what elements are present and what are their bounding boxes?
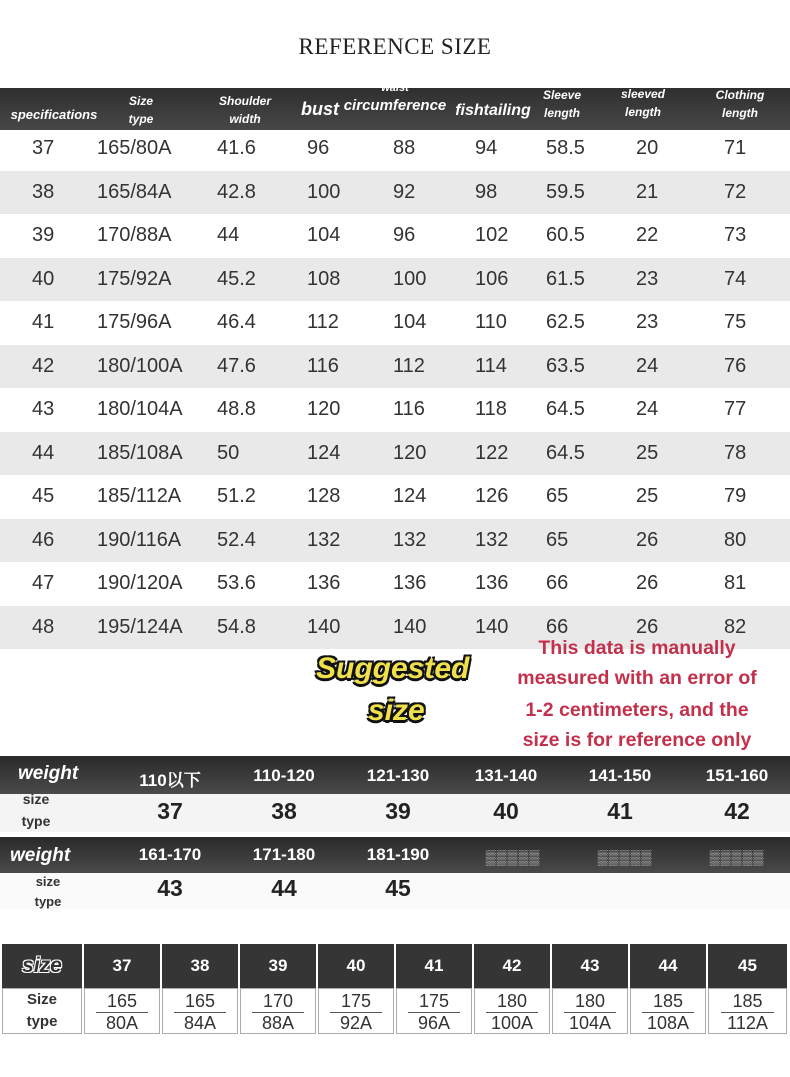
note-line-3: 1-2 centimeters, and the	[525, 699, 749, 721]
cell-clothing: 77	[724, 398, 747, 420]
cell-bust: 132	[307, 528, 341, 551]
bottom-size-type	[474, 988, 550, 1034]
cell-fishtailing: 110	[475, 311, 507, 333]
cell-bust: 112	[307, 311, 339, 333]
weight-label: weight	[18, 763, 79, 784]
cell-waist: 96	[393, 224, 416, 246]
height-value: 185	[721, 991, 775, 1013]
cell-size-type: 175/92A	[97, 267, 172, 290]
size-row-2	[0, 873, 790, 909]
weight-range: 181-190	[366, 845, 430, 864]
suggested-size-value: 38	[271, 798, 297, 824]
weight-label-2: weight	[10, 845, 71, 866]
table-row	[0, 562, 790, 606]
cell-short-sleeved: 25	[636, 441, 659, 464]
cell-shoulder: 45.2	[217, 267, 256, 290]
cell-fishtailing: 98	[475, 180, 498, 203]
table-row	[0, 388, 790, 432]
header-shoulder: Shoulder width	[218, 94, 271, 126]
cell-waist: 124	[393, 485, 427, 507]
weight-range: 141-150	[588, 766, 652, 785]
suggested-size-value: 45	[385, 875, 411, 901]
bottom-size-header: 38	[162, 944, 238, 988]
cell-size-type: 175/96A	[97, 311, 172, 333]
cell-fishtailing: 140	[475, 615, 509, 638]
bottom-size-type	[708, 988, 787, 1034]
weight-range: 110以下	[139, 771, 201, 790]
cell-fishtailing: 102	[475, 224, 509, 246]
header-waist: waist circumference	[343, 82, 447, 114]
cell-size-type: 190/120A	[97, 572, 183, 594]
table-row	[0, 258, 790, 302]
cell-fishtailing: 136	[475, 572, 509, 594]
bottom-size-header: 39	[240, 944, 316, 988]
cell-short-sleeved: 20	[636, 137, 659, 159]
chest-value: 104A	[568, 1013, 612, 1033]
bottom-size-header: 41	[396, 944, 472, 988]
weight-range: 121-130	[366, 766, 430, 785]
suggested-size-value: 37	[157, 798, 183, 824]
table-row	[0, 171, 790, 215]
cell-shoulder: 47.6	[217, 354, 256, 377]
cell-shoulder: 41.6	[217, 137, 256, 159]
suggested-size-value: 43	[157, 875, 183, 901]
table-header	[0, 70, 790, 130]
cell-waist: 112	[393, 354, 425, 377]
bottom-size-type	[84, 988, 160, 1034]
cell-short-sleeved: 23	[636, 267, 659, 290]
cell-short-sleeved: 23	[636, 311, 659, 333]
bottom-size-label: size	[2, 944, 82, 988]
cell-size-type: 165/84A	[97, 180, 172, 203]
cell-fishtailing: 114	[475, 354, 507, 377]
cell-bust: 104	[307, 224, 341, 246]
bottom-size-header: 45	[708, 944, 787, 988]
cell-bust: 108	[307, 267, 341, 290]
cell-clothing: 71	[724, 137, 747, 159]
height-value: 165	[174, 991, 226, 1013]
cell-shoulder: 46.4	[217, 311, 256, 333]
cell-shoulder: 44	[217, 224, 240, 246]
weight-band-2	[0, 837, 790, 873]
blurred-cell: ▒▒▒▒▒	[709, 849, 765, 865]
header-sleeve: Sleeve length	[542, 88, 582, 120]
size-type-label-2: size type	[34, 874, 62, 909]
bottom-size-header: 42	[474, 944, 550, 988]
height-value: 180	[564, 991, 616, 1013]
bottom-size-type	[552, 988, 628, 1034]
suggested-size-value: 39	[385, 798, 411, 824]
cell-size-type: 185/112A	[97, 485, 182, 507]
cell-clothing: 82	[724, 615, 747, 638]
suggested-size-value: 44	[271, 875, 297, 901]
bottom-size-type	[396, 988, 472, 1034]
cell-waist: 120	[393, 441, 427, 464]
cell-bust: 100	[307, 180, 341, 203]
cell-size-type: 170/88A	[97, 224, 172, 246]
suggested-size-value: 41	[607, 798, 633, 824]
cell-short-sleeved: 26	[636, 615, 659, 638]
table-row	[0, 519, 790, 563]
cell-fishtailing: 132	[475, 528, 509, 551]
table-row	[0, 214, 790, 258]
size-type-label: size type	[21, 791, 51, 829]
chest-value: 112A	[727, 1013, 768, 1033]
cell-fishtailing: 122	[475, 441, 509, 464]
cell-short-sleeved: 26	[636, 572, 659, 594]
header-clothing-length: Clothing length	[715, 88, 765, 120]
height-value: 170	[252, 991, 304, 1013]
cell-shoulder: 48.8	[217, 398, 256, 420]
cell-clothing: 80	[724, 528, 747, 551]
header-bust: bust	[301, 99, 339, 119]
cell-clothing: 75	[724, 311, 747, 333]
cell-short-sleeved: 24	[636, 398, 659, 420]
bottom-size-type	[318, 988, 394, 1034]
cell-size-type: 195/124A	[97, 615, 183, 638]
cell-size-type: 180/100A	[97, 354, 183, 377]
cell-sleeve: 65	[546, 528, 569, 551]
suggested-size-value: 42	[724, 798, 750, 824]
page-title: REFERENCE SIZE	[298, 34, 492, 59]
bottom-size-header: 43	[552, 944, 628, 988]
cell-short-sleeved: 26	[636, 528, 659, 551]
suggested-title: Suggested	[316, 652, 470, 685]
cell-bust: 140	[307, 615, 341, 638]
size-row-1	[0, 791, 790, 832]
table-row	[0, 127, 790, 171]
header-size-type: Size type	[128, 94, 154, 126]
cell-fishtailing: 94	[475, 137, 498, 159]
cell-waist: 104	[393, 311, 427, 333]
cell-sleeve: 66	[546, 572, 569, 594]
cell-shoulder: 51.2	[217, 485, 256, 507]
height-value: 175	[330, 991, 382, 1013]
chest-value: 92A	[339, 1013, 373, 1033]
bottom-size-header: 40	[318, 944, 394, 988]
height-value: 165	[96, 991, 148, 1013]
cell-short-sleeved: 25	[636, 485, 659, 507]
note-line-2: measured with an error of	[517, 667, 757, 689]
cell-clothing: 81	[724, 572, 747, 594]
cell-clothing: 78	[724, 441, 747, 464]
cell-bust: 136	[307, 572, 341, 594]
cell-spec: 41	[32, 311, 55, 333]
chest-value: 88A	[261, 1013, 295, 1033]
cell-clothing: 74	[724, 267, 747, 290]
cell-size-type: 180/104A	[97, 398, 183, 420]
weight-band-1	[0, 756, 790, 794]
cell-shoulder: 50	[217, 441, 240, 464]
cell-sleeve: 66	[546, 615, 569, 638]
cell-sleeve: 60.5	[546, 224, 585, 246]
weight-range: 161-170	[138, 845, 202, 864]
cell-sleeve: 59.5	[546, 180, 585, 203]
cell-clothing: 72	[724, 180, 747, 203]
bottom-size-type	[630, 988, 706, 1034]
cell-short-sleeved: 24	[636, 354, 659, 377]
cell-waist: 100	[393, 267, 427, 290]
table-row	[0, 475, 790, 519]
cell-fishtailing: 118	[475, 398, 507, 420]
cell-clothing: 79	[724, 485, 747, 507]
note-line-1: This data is manually	[538, 637, 736, 659]
table-row	[0, 432, 790, 476]
cell-bust: 124	[307, 441, 341, 464]
cell-sleeve: 64.5	[546, 398, 585, 420]
header-short-sleeved: Short sleeved length	[620, 70, 666, 119]
bottom-size-type	[162, 988, 238, 1034]
table-row	[0, 301, 790, 345]
table-row	[0, 345, 790, 389]
cell-sleeve: 61.5	[546, 267, 585, 290]
height-value: 180	[486, 991, 538, 1013]
cell-bust: 116	[307, 354, 339, 377]
blurred-cell: ▒▒▒▒▒	[485, 849, 541, 865]
cell-shoulder: 42.8	[217, 180, 256, 203]
cell-spec: 47	[32, 572, 55, 594]
blurred-cell: ▒▒▒▒▒	[597, 849, 653, 865]
header-specifications: specifications	[10, 107, 98, 122]
chest-value: 108A	[646, 1013, 690, 1033]
cell-clothing: 73	[724, 224, 747, 246]
height-value: 185	[642, 991, 694, 1013]
cell-spec: 48	[32, 615, 55, 638]
height-value: 175	[408, 991, 460, 1013]
cell-fishtailing: 106	[475, 267, 509, 290]
cell-size-type: 185/108A	[97, 441, 183, 464]
cell-short-sleeved: 22	[636, 224, 659, 246]
cell-waist: 136	[393, 572, 427, 594]
cell-shoulder: 53.6	[217, 572, 256, 594]
bottom-size-header: 44	[630, 944, 706, 988]
weight-range: 171-180	[252, 845, 316, 864]
bottom-size-table	[2, 944, 789, 1034]
cell-bust: 96	[307, 137, 330, 159]
cell-spec: 44	[32, 441, 55, 464]
cell-short-sleeved: 21	[636, 180, 659, 203]
cell-spec: 39	[32, 224, 55, 246]
suggested-subtitle: size	[368, 694, 425, 727]
note-line-4: size is for reference only	[522, 729, 752, 751]
chest-value: 100A	[490, 1013, 534, 1033]
cell-spec: 40	[32, 267, 55, 290]
weight-range: 151-160	[705, 766, 769, 785]
cell-sleeve: 62.5	[546, 311, 585, 333]
cell-shoulder: 54.8	[217, 615, 256, 638]
cell-spec: 42	[32, 354, 55, 377]
cell-waist: 132	[393, 528, 427, 551]
cell-sleeve: 63.5	[546, 354, 585, 377]
cell-waist: 88	[393, 137, 416, 159]
cell-bust: 128	[307, 485, 341, 507]
bottom-size-header: 37	[84, 944, 160, 988]
cell-spec: 37	[32, 137, 55, 159]
weight-range: 131-140	[474, 766, 538, 785]
cell-fishtailing: 126	[475, 485, 509, 507]
chest-value: 96A	[417, 1013, 451, 1033]
cell-clothing: 76	[724, 354, 747, 377]
cell-spec: 46	[32, 528, 55, 551]
header-fishtailing: fishtailing	[455, 102, 531, 119]
cell-spec: 45	[32, 485, 55, 507]
chest-value: 80A	[105, 1013, 139, 1033]
cell-size-type: 190/116A	[97, 528, 182, 551]
cell-size-type: 165/80A	[97, 137, 172, 159]
cell-shoulder: 52.4	[217, 528, 256, 551]
weight-range: 110-120	[253, 766, 315, 785]
bottom-size-type-label: Size type	[2, 988, 82, 1034]
cell-sleeve: 65	[546, 485, 569, 507]
chest-value: 84A	[183, 1013, 217, 1033]
cell-sleeve: 64.5	[546, 441, 585, 464]
cell-spec: 38	[32, 180, 55, 203]
cell-sleeve: 58.5	[546, 137, 585, 159]
cell-waist: 92	[393, 180, 416, 203]
cell-bust: 120	[307, 398, 341, 420]
cell-waist: 116	[393, 398, 425, 420]
bottom-size-type	[240, 988, 316, 1034]
cell-spec: 43	[32, 398, 55, 420]
suggested-size-value: 40	[493, 798, 519, 824]
cell-waist: 140	[393, 615, 427, 638]
